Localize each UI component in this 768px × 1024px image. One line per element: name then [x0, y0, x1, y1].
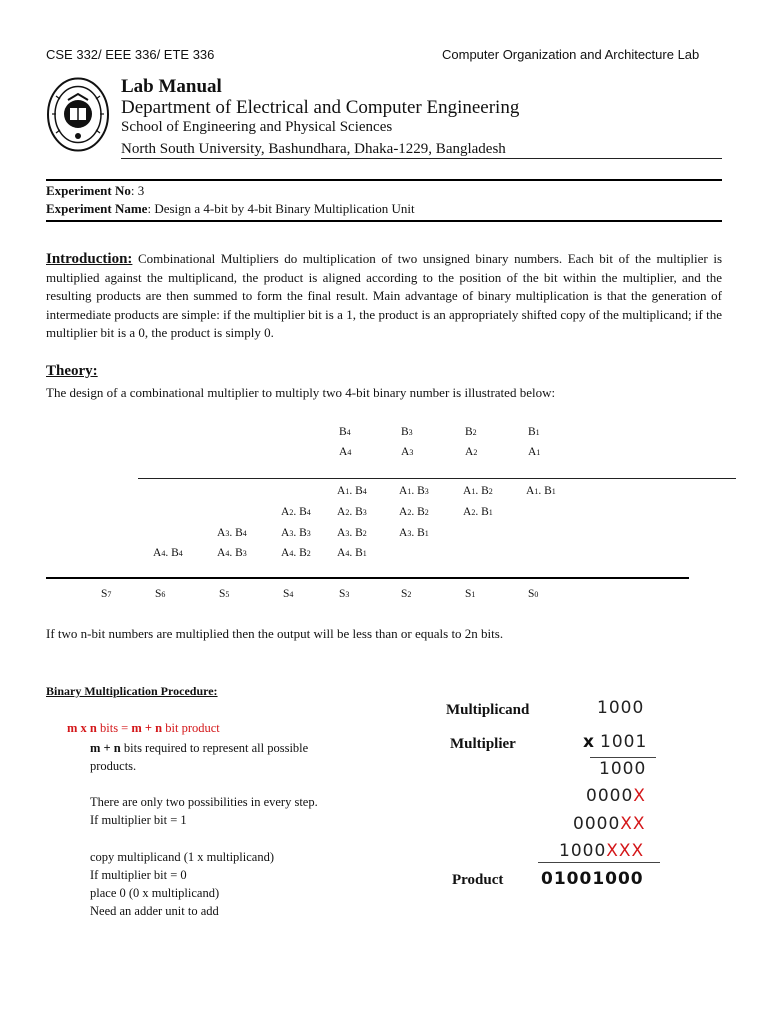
- introduction-heading: Introduction:: [46, 251, 133, 267]
- introduction-paragraph: Introduction: Combinational Multipliers do multiplication of two unsigned binary numbers. Each bit of the multiplier is multiplied against the multiplicand, the product is aligned according to the position of the bit within the multiplier, and the resulting products are then summed to form the final result. Main advantage of binary multiplication is that the generation of intermediate products are simple: if the multiplier bit is a 1, the product is an appropriately shifted copy of the multiplicand; if the multiplier bit is a 0, the product is simply 0.: [46, 251, 723, 341]
- procedure-line-4: If multiplier bit = 1: [90, 813, 187, 827]
- example-rule-1: [590, 757, 656, 758]
- partial-product-1: 1000: [599, 759, 647, 779]
- example-rule-2: [538, 862, 660, 863]
- procedure-heading: Binary Multiplication Procedure:: [46, 684, 218, 698]
- course-codes: CSE 332/ EEE 336/ ETE 336: [46, 47, 215, 62]
- lab-manual-title: Lab Manual: [121, 76, 222, 97]
- product-value: 01001000: [541, 869, 644, 889]
- theory-heading: Theory:: [46, 363, 98, 379]
- university-seal-logo: [46, 76, 110, 153]
- multiplicand-bit: B2: [465, 426, 477, 438]
- multiplicand-bit: B3: [401, 426, 413, 438]
- procedure-line-8: Need an adder unit to add: [90, 904, 219, 918]
- partial-product-term: A4. B1: [337, 547, 367, 559]
- multiplier-bit: A3: [401, 446, 414, 458]
- multiplier-bit: A1: [528, 446, 541, 458]
- school-name: School of Engineering and Physical Sciences: [121, 119, 393, 135]
- experiment-number: Experiment No: 3: [46, 183, 145, 198]
- sum-bit: S0: [528, 588, 539, 600]
- times-sign: x: [583, 732, 595, 752]
- sum-bit: S6: [155, 588, 166, 600]
- procedure-line-3: There are only two possibilities in every step.: [90, 795, 318, 809]
- partial-product-term: A4. B4: [153, 547, 183, 559]
- partial-product-term: A1. B4: [337, 485, 367, 497]
- lab-title: Computer Organization and Architecture Lab: [442, 47, 700, 62]
- multiplicand-value: 1000: [597, 698, 645, 718]
- partial-product-term: A1. B1: [526, 485, 556, 497]
- multiplicand-label: Multiplicand: [446, 702, 530, 718]
- multiplicand-bit: B1: [528, 426, 540, 438]
- multiplier-value: 1001: [600, 732, 648, 752]
- experiment-top-rule: [46, 179, 722, 181]
- array-upper-rule: [138, 478, 736, 479]
- partial-product-term: A2. B3: [337, 506, 367, 518]
- university-address: North South University, Bashundhara, Dhaka-1229, Bangladesh: [121, 141, 506, 157]
- department-name: Department of Electrical and Computer Engineering: [121, 97, 520, 118]
- sum-bit: S2: [401, 588, 412, 600]
- multiplier-label: Multiplier: [450, 736, 516, 752]
- multiplicand-bit: B4: [339, 426, 351, 438]
- multiplier-bit: A4: [339, 446, 352, 458]
- partial-product-term: A1. B3: [399, 485, 429, 497]
- partial-product-3: 0000XX: [573, 814, 646, 834]
- sum-bit: S5: [219, 588, 230, 600]
- procedure-line-5: copy multiplicand (1 x multiplicand): [90, 850, 274, 864]
- partial-product-term: A4. B2: [281, 547, 311, 559]
- procedure-line-2: products.: [90, 759, 137, 773]
- array-lower-rule: [46, 577, 689, 579]
- partial-product-2: 0000X: [586, 786, 646, 806]
- theory-text: The design of a combinational multiplier to multiply two 4-bit binary number is illustrated below:: [46, 385, 556, 400]
- procedure-line-7: place 0 (0 x multiplicand): [90, 886, 220, 900]
- partial-product-term: A3. B4: [217, 527, 247, 539]
- procedure-rule: m x n bits = m + n bit product: [67, 721, 220, 735]
- partial-product-term: A3. B2: [337, 527, 367, 539]
- sum-bit: S7: [101, 588, 112, 600]
- experiment-bottom-rule: [46, 220, 722, 222]
- sum-bit: S4: [283, 588, 294, 600]
- partial-product-4: 1000XXX: [559, 841, 645, 861]
- partial-product-term: A2. B1: [463, 506, 493, 518]
- partial-product-term: A1. B2: [463, 485, 493, 497]
- partial-product-term: A3. B1: [399, 527, 429, 539]
- procedure-line-1: m + n bits required to represent all possible: [90, 741, 309, 755]
- partial-product-term: A2. B4: [281, 506, 311, 518]
- output-bits-note: If two n-bit numbers are multiplied then the output will be less than or equals to 2n bits.: [46, 626, 504, 641]
- partial-product-term: A2. B2: [399, 506, 429, 518]
- product-label: Product: [452, 872, 504, 888]
- header-divider: [121, 158, 722, 159]
- experiment-name: Experiment Name: Design a 4-bit by 4-bit Binary Multiplication Unit: [46, 201, 415, 216]
- partial-product-term: A3. B3: [281, 527, 311, 539]
- procedure-line-6: If multiplier bit = 0: [90, 868, 187, 882]
- sum-bit: S1: [465, 588, 476, 600]
- multiplier-bit: A2: [465, 446, 478, 458]
- partial-product-term: A4. B3: [217, 547, 247, 559]
- sum-bit: S3: [339, 588, 350, 600]
